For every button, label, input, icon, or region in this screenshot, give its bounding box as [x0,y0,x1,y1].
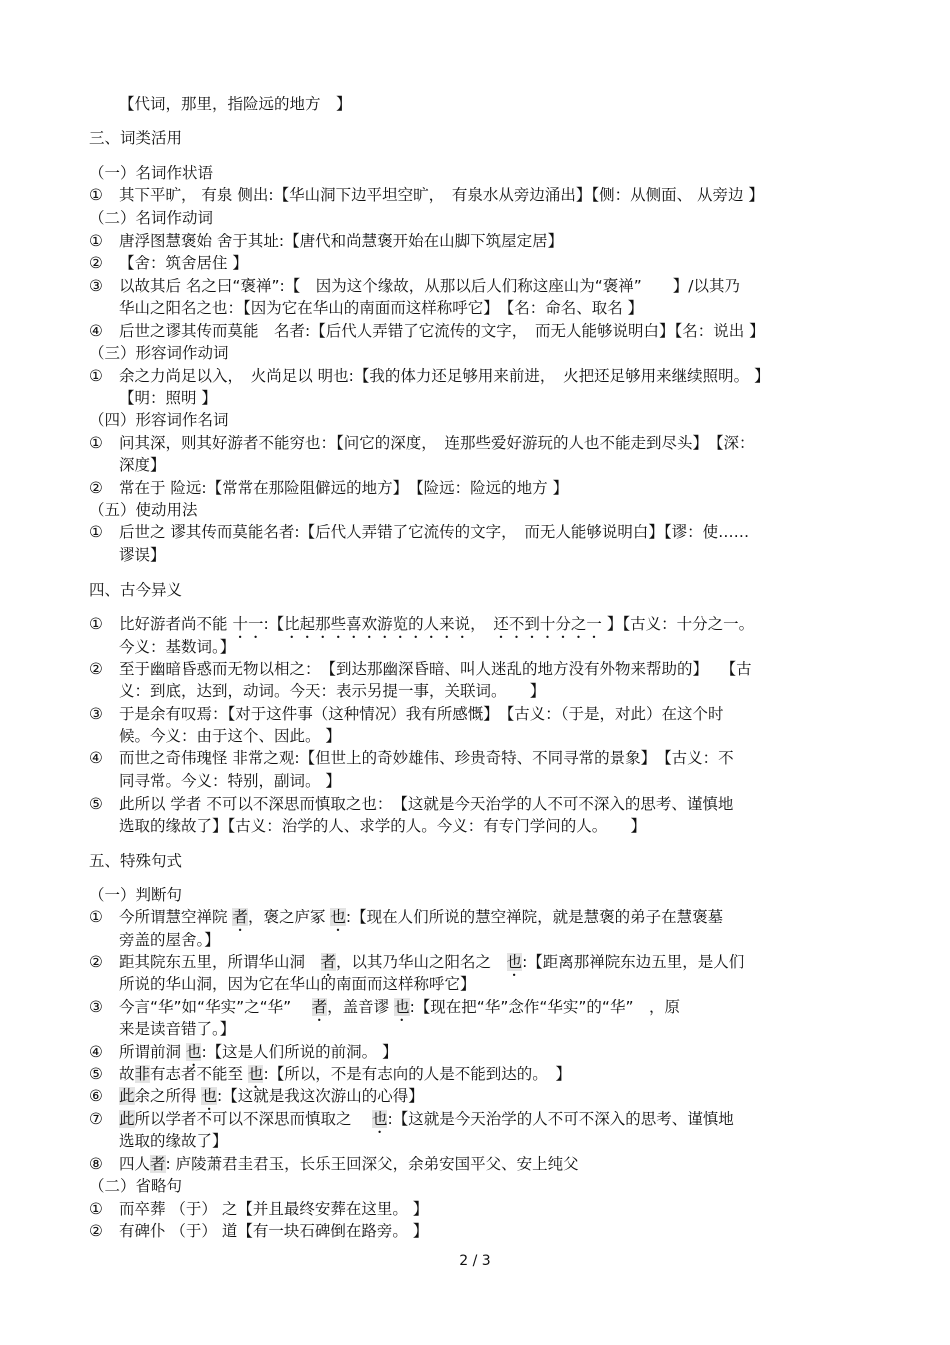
highlighted-word: 也 [371,1110,388,1128]
list-item [89,253,248,273]
item-text: 今所谓慧空禅院 [119,908,233,926]
item-number: ② [89,953,103,971]
item-number: ② [89,479,103,497]
text-line: 所说的华山洞，因为它在华山的南面而这样称呼它】 [119,975,476,993]
item-number: ② [89,1222,103,1240]
item-text: 所谓前洞 [119,1043,186,1061]
text-line: 候。今义：由于这个、因此。 】 [119,727,341,745]
item-number: ③ [89,705,103,723]
subsection-heading: （四）形容词作名词 [89,411,229,429]
subsection-heading: （二）省略句 [89,1177,183,1195]
list-item [89,704,724,724]
section-heading: 四、古今异义 [89,581,183,599]
list-item [89,748,734,768]
item-text: 后世之谬其传而莫能 名者:【后代人弄错了它流传的文字， 而无人能够说明白】【名：说出 】 [119,322,765,340]
item-number: ⑤ [89,1065,103,1083]
text-line: 选取的缘故了】【古义：治学的人、求学的人。今义：有专门学问的人。 】 [119,817,647,835]
item-number: ① [89,434,103,452]
subsection-heading: （一）判断句 [89,886,183,904]
section-heading: 五、特殊句式 [89,852,183,870]
page-number: 2 / 3 [459,1253,491,1269]
emphasized-text: 十一:【比起那些喜欢游览的人来说， 还不到十分之一 [232,615,607,633]
item-text: ，盖音谬 [327,998,395,1016]
item-number: ① [89,367,103,385]
item-text: 【舍：筑舍居住 】 [119,254,248,272]
item-number: ① [89,615,103,633]
item-text: 其下平旷， 有泉 侧出:【华山洞下边平坦空旷， 有泉水从旁边涌出】【侧：从侧面、 从旁边 】 [119,186,764,204]
item-text: 问其深，则其好游者不能穷也：【问它的深度， 连那些爱好游玩的人也不能走到尽头】 【深： [119,434,755,452]
item-text: ，褒之庐冢 [247,908,331,926]
highlighted-word: 非 [134,1065,151,1083]
text-line: 来是读音错了。】 [119,1020,236,1038]
item-text: 今言“华”如“华实”之“华” [119,998,312,1016]
item-text: ，以其乃华山之阳名之 [336,953,507,971]
item-number: ① [89,232,103,250]
text-line: 【明：照明 】 [119,389,217,407]
item-text: :【这就是我这次游山的心得】 [216,1087,424,1105]
list-item [89,276,740,296]
list-item [89,1221,428,1241]
list-item [89,231,563,251]
item-text: 余之所得 [134,1087,202,1105]
highlighted-word: 也 [247,1065,264,1083]
list-item [89,321,765,341]
item-text: :【所以，不是有志向的人是不能到达的。 】 [263,1065,571,1083]
item-text: 于是余有叹焉：【对于这件事（这种情况）我有所感慨】 【古义：（于是，对此）在这个时 [119,705,724,723]
list-item [89,366,770,386]
item-text: 至于幽暗昏惑而无物以相之： 【到达那幽深昏暗、叫人迷乱的地方没有外物来帮助的】 【古 [119,660,752,678]
list-item [89,794,733,814]
item-text: 后世之 谬其传而莫能名者:【后代人弄错了它流传的文字， 而无人能够说明白】【谬：使…… [119,523,750,541]
highlighted-word: 者 [232,908,248,926]
item-text: :【现在把“华”念作“华实”的“华” ，原 [409,998,680,1016]
list-item [89,478,568,498]
item-number: ① [89,908,103,926]
item-number: ⑧ [89,1155,103,1173]
highlighted-word: 也 [201,1087,217,1105]
text-line: 选取的缘故了】 [119,1132,228,1150]
item-text: 以故其后 名之曰“褒禅”:【 因为这个缘故，从那以后人们称这座山为“褒禅” 】/以其乃 [119,277,740,295]
list-item [89,522,749,542]
item-text: :【这就是今天治学的人不可不深入的思考、谨慎地 [387,1110,734,1128]
text-line: 义：到底，达到，动词。今天：表示另提一事，关联词。 】 [119,682,546,700]
item-text: 唐浮图慧褒始 舍于其址:【唐代和尚慧褒开始在山脚下筑屋定居】 [119,232,564,250]
highlighted-word: 此 [119,1110,135,1128]
item-text: 常在于 险远:【常常在那险阻僻远的地方】 【险远：险远的地方 】 [119,479,569,497]
item-number: ④ [89,1043,103,1061]
subsection-heading: （五）使动用法 [89,501,198,519]
highlighted-word: 者 [320,953,337,971]
text-line: 华山之阳名之也：【因为它在华山的南面而这样称呼它】 【名：命名、取名 】 [119,299,644,317]
text-line: 深度】 [119,456,166,474]
highlighted-word: 也 [185,1043,202,1061]
text-line: 同寻常。今义：特别，副词。 】 [119,772,341,790]
item-text: 有碑仆 （于） 道【有一块石碑倒在路旁。 】 [119,1222,429,1240]
highlighted-word: 也 [506,953,523,971]
item-text: : 庐陵萧君圭君玉，长乐王回深父，余弟安国平父、安上纯父 [165,1155,579,1173]
item-text: 比好游者尚不能 [119,615,233,633]
item-number: ① [89,523,103,541]
item-text: 】【古义：十分之一。 [606,615,755,633]
item-number: ④ [89,322,103,340]
highlighted-word: 也 [394,998,410,1016]
item-number: ③ [89,998,103,1016]
item-number: ① [89,1200,103,1218]
list-item [89,1154,579,1174]
item-text: 而卒葬 （于） 之【并且最终安葬在这里。 】 [119,1200,429,1218]
item-number: ⑥ [89,1087,103,1105]
item-number: ③ [89,277,103,295]
item-text: 所以学者不可以不深思而慎取之 [134,1110,372,1128]
item-text: 四人 [119,1155,151,1173]
list-item [89,433,755,453]
subsection-heading: （一）名词作状语 [89,164,214,182]
item-text: 余之力尚足以入， 火尚足以 明也:【我的体力还足够用来前进， 火把还足够用来继续照明。 】 [119,367,770,385]
item-text: :【距离那禅院东边五里，是人们 [522,953,745,971]
item-text: :【现在人们所说的慧空禅院，就是慧褒的弟子在慧褒墓 [345,908,724,926]
highlighted-word: 也 [330,908,346,926]
item-number: ⑦ [89,1110,103,1128]
highlighted-word: 此 [119,1087,135,1105]
list-item [89,659,752,679]
text-line: 谬误】 [119,546,166,564]
item-number: ④ [89,749,103,767]
section-heading: 三、词类活用 [89,129,183,147]
item-number: ② [89,254,103,272]
item-text: 故 [119,1065,135,1083]
item-text: 有志者不能至 [150,1065,248,1083]
item-text: :【这是人们所说的前洞。 】 [201,1043,398,1061]
subsection-heading: （二）名词作动词 [89,209,214,227]
item-number: ② [89,660,103,678]
highlighted-word: 者 [311,998,328,1016]
list-item [89,1199,428,1219]
item-number: ⑤ [89,795,103,813]
item-text: 距其院东五里，所谓华山洞 [119,953,321,971]
text-line: 旁盖的屋舍。】 [119,931,220,949]
highlighted-word: 者 [150,1155,166,1173]
item-text: 而世之奇伟瑰怪 非常之观:【但世上的奇妙雄伟、珍贵奇特、不同寻常的景象】 【古义：不 [119,749,734,767]
subsection-heading: （三）形容词作动词 [89,344,229,362]
text-line: 【代词，那里，指险远的地方 】 [119,95,352,113]
text-line: 今义：基数词。】 [119,638,236,656]
list-item [89,185,764,205]
item-text: 此所以 学者 不可以不深思而慎取之也： 【这就是今天治学的人不可不深入的思考、谨慎地 [119,795,734,813]
item-number: ① [89,186,103,204]
